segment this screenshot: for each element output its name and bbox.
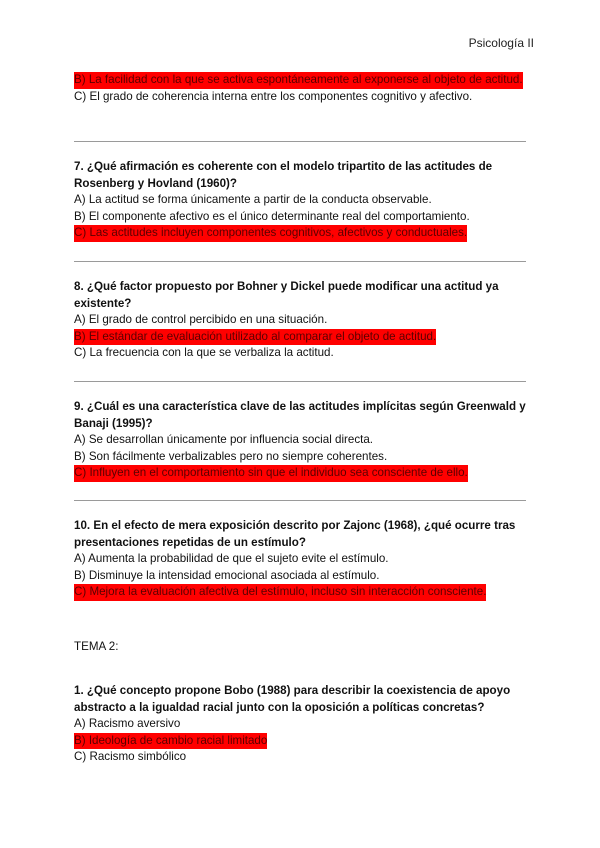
answer-option-a: A) Se desarrollan únicamente por influencia social directa. xyxy=(74,433,374,446)
answer-option-b: B) Disminuye la intensidad emocional asociada al estímulo. xyxy=(74,568,380,582)
question-9 xyxy=(74,398,526,482)
answer-option-b: B) El componente afectivo es el único determinante real del comportamiento. xyxy=(74,209,470,223)
question-10 xyxy=(74,517,526,601)
separator-line xyxy=(74,500,526,501)
answer-option-b-correct: B) El estándar de evaluación utilizado al comparar el objeto de actitud. xyxy=(74,329,436,346)
answer-option-b-correct: B) La facilidad con la que se activa espontáneamente al exponerse al objeto de actitud. xyxy=(74,72,523,89)
question-text: 1. ¿Qué concepto propone Bobo (1988) para describir la coexistencia de apoyo abstracto a la igualdad racial junto con la oposición a políticas concretas? xyxy=(74,684,511,714)
answer-option-c-correct: C) Las actitudes incluyen componentes cognitivos, afectivos y conductuales. xyxy=(74,225,467,242)
question-text: 7. ¿Qué afirmación es coherente con el modelo tripartito de las actitudes de Rosenberg y Hovland (1960)? xyxy=(74,160,493,190)
answer-option-b-correct: B) Ideología de cambio racial limitado xyxy=(74,733,267,750)
answer-option-a: A) El grado de control percibido en una situación. xyxy=(74,313,328,326)
question-7 xyxy=(74,158,526,242)
answer-option-c: C) La frecuencia con la que se verbaliza la actitud. xyxy=(74,346,334,359)
answer-option-a: A) Aumenta la probabilidad de que el sujeto evite el estímulo. xyxy=(74,552,389,565)
answer-option-a: A) La actitud se forma únicamente a partir de la conducta observable. xyxy=(74,193,432,206)
tema2-question-1 xyxy=(74,682,526,766)
answer-option-c-correct: C) Influyen en el comportamiento sin que el individuo sea consciente de ello. xyxy=(74,465,468,482)
question-6-continuation xyxy=(74,72,526,105)
answer-option-b: B) Son fácilmente verbalizables pero no siempre coherentes. xyxy=(74,449,388,463)
answer-option-a: A) Racismo aversivo xyxy=(74,717,181,730)
question-text: 10. En el efecto de mera exposición descrito por Zajonc (1968), ¿qué ocurre tras presentaciones repetidas de un estímulo? xyxy=(74,519,516,549)
page-header-title: Psicología II xyxy=(468,36,534,50)
separator-line xyxy=(74,381,526,382)
question-8 xyxy=(74,278,526,362)
question-text: 8. ¿Qué factor propuesto por Bohner y Dickel puede modificar una actitud ya existente? xyxy=(74,280,499,310)
answer-option-c: C) Racismo simbólico xyxy=(74,750,187,763)
separator-line xyxy=(74,141,526,142)
question-text: 9. ¿Cuál es una característica clave de las actitudes implícitas según Greenwald y Banaji (1995)? xyxy=(74,400,526,430)
answer-option-c-correct: C) Mejora la evaluación afectiva del estímulo, incluso sin interacción consciente. xyxy=(74,584,486,601)
answer-option-c: C) El grado de coherencia interna entre los componentes cognitivo y afectivo. xyxy=(74,89,473,103)
section-heading-tema-2: TEMA 2: xyxy=(74,640,119,653)
separator-line xyxy=(74,261,526,262)
